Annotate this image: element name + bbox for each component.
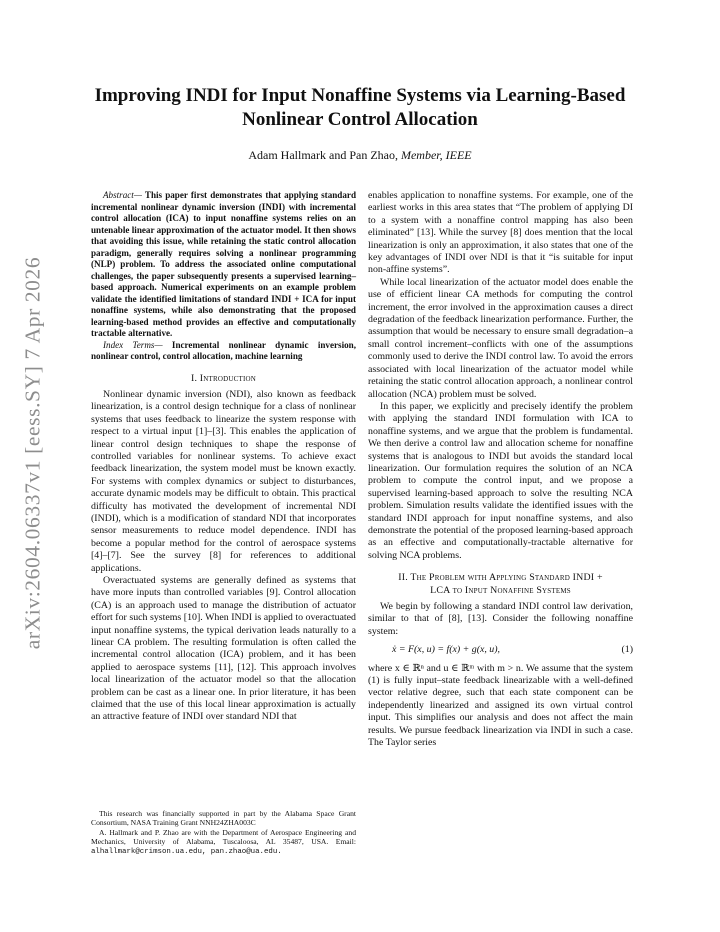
right-paragraph-5: where x ∈ ℝⁿ and u ∈ ℝᵐ with m > n. We assume that the system (1) is fully input–state feedback linearizable with a well-defined vector relative degree, such that each state component can be independently linearized and assigned its own virtual control input. This simplifies our analysis and does not affect the main results. We pursue feedback linearization via INDI in such a case. The Taylor series	[368, 662, 633, 749]
author-line	[60, 148, 660, 163]
footnote-affiliation	[91, 828, 356, 858]
index-terms-text: Incremental nonlinear dynamic inversion, nonlinear control, control allocation, machine learning	[91, 339, 356, 361]
index-terms-label: Index Terms	[103, 339, 155, 350]
right-paragraph-3: In this paper, we explicitly and precisely identify the problem with applying the standard INDI formulation with ICA to nonaffine systems, and we argue that the problem is fundamental. We then derive a control law and allocation scheme for nonaffine systems that is analogous to INDI but avoids the standard local linearization. Our formulation requires the solution of an NCA problem to compute the control input, and we propose a supervised learning-based approach to solve the resulting NCA problem. Simulation results validate the identified issues with the standard INDI approach for input nonaffine systems, and also demonstrate the potential of the proposed learning-based approach as an effective and computationally-tractable alternative for solving NCA problems.	[368, 400, 633, 561]
author-membership: Member, IEEE	[400, 148, 472, 162]
right-paragraph-4: We begin by following a standard INDI control law derivation, similar to that of [8], [13]. Consider the following nonaffine system:	[368, 601, 633, 637]
right-paragraph-1: enables application to nonaffine systems. For example, one of the earliest works in this area states that “The problem of applying DI to a system with a nonaffine control mapping has also been eliminated” [13]. While the survey [8] does mention that the local linearization is only an approximation, it also states that one of the key advantages of INDI over NDI is that it “is suitable for input non-affine systems”.	[368, 190, 633, 276]
arxiv-stamp	[22, 232, 44, 674]
index-terms: Index Terms— Incremental nonlinear dynamic inversion, nonlinear control, control allocation, machine learning	[91, 339, 356, 361]
right-paragraph-2: While local linearization of the actuator model does enable the use of efficient linear CA methods for computing the control increment, the error involved in the approximation causes a direct degradation of the feedback linearization performance. Further, the assumption that would be necessary to ensure small degradation–a small control increment–conflicts with one of the assumptions commonly used to derive the INDI control law. To avoid the errors associated with local linearization of the actuator model while retaining the static control allocation approach, a nonlinear control allocation (NCA) problem must be solved.	[368, 276, 633, 400]
arxiv-stamp-text: arXiv:2604.06337v1 [eess.SY] 7 Apr 2026	[20, 256, 45, 650]
intro-paragraph-1: Nonlinear dynamic inversion (NDI), also known as feedback linearization, is a control design technique for a class of nonlinear systems that uses feedback to linearize the system response with respect to a virtual input [1]–[3]. This enables the application of linear control design techniques to shape the response of controlled variables for nonlinear systems. To achieve exact feedback linearization, the system model must be known exactly. For systems with complex dynamics or subject to disturbances, accurate dynamic models may be difficult to obtain. This practical difficulty has motivated the development of incremental NDI (INDI), which is a modification of standard NDI that incorporates sensor measurements to reduce model dependence. INDI has become a popular method for the control of aerospace systems [4]–[7]. See the survey [8] for references to additional applications.	[91, 388, 356, 574]
paper-title	[60, 84, 660, 132]
section-2-heading	[368, 572, 633, 597]
footnote-emails: alhallmark@crimson.ua.edu, pan.zhao@ua.edu.	[91, 848, 282, 857]
footnote-affiliation-text: A. Hallmark and P. Zhao are with the Department of Aerospace Engineering and Mechanics, University of Alabama, Tuscaloosa, AL 35487, USA. Email:	[91, 827, 356, 846]
equation-1	[368, 644, 633, 656]
equation-1-body: ẋ = F(x, u) = f(x) + g(x, u),	[392, 644, 500, 656]
section-2-heading-line-2: LCA to Input Nonaffine Systems	[430, 584, 571, 596]
intro-paragraph-2: Overactuated systems are generally defined as systems that have more inputs than controlled variables [9]. Control allocation (CA) is an approach used to manage the distribution of actuator effort for such systems [10]. When INDI is applied to overactuated input nonaffine systems, the typical derivation leads naturally to a linear CA problem. The resulting formulation is often called the incremental control allocation (ICA) problem, and it has been applied to aerospace systems [11], [12]. This approach involves local linearization of the actuator model so that the allocation problem can be cast as a linear one. In prior literature, it has been claimed that the use of this local linear approximation is actually an attractive feature of INDI over standard NDI that	[91, 575, 356, 723]
section-2-heading-line-1: II. The Problem with Applying Standard INDI +	[398, 572, 603, 584]
right-column	[368, 190, 633, 749]
left-column	[91, 190, 356, 724]
footnote-funding: This research was financially supported in part by the Alabama Space Grant Consortium, NASA Training Grant NNH24ZHA003C	[91, 809, 356, 828]
section-1-heading: I. Introduction	[190, 372, 257, 384]
abstract: Abstract— This paper first demonstrates that applying standard incremental nonlinear dynamic inversion (INDI) with incremental control allocation (ICA) to input nonaffine systems relies on an untenable linear approximation of the actuator model. It then shows that avoiding this issue, while retaining the static control allocation paradigm, generally requires solving a nonlinear programming (NLP) problem. To address the associated online computational challenges, the paper subsequently presents a supervised learning–based approach. Numerical experiments on an example problem validate the identified limitations of standard INDI + ICA for input nonaffine systems, while also demonstrating that the proposed learning-based method provides an effective and computationally tractable alternative.	[91, 190, 357, 338]
author-names: Adam Hallmark and Pan Zhao,	[248, 148, 398, 162]
equation-1-number: (1)	[621, 644, 633, 656]
title-line-1: Improving INDI for Input Nonaffine Systems via Learning-Based	[94, 85, 626, 106]
title-line-2: Nonlinear Control Allocation	[242, 109, 478, 130]
abstract-label: Abstract	[103, 190, 134, 200]
footnote	[91, 809, 356, 857]
abstract-text: This paper first demonstrates that applying standard incremental nonlinear dynamic inversion (INDI) with incremental control allocation (ICA) to input nonaffine systems relies on an untenable linear approximation of the actuator model. It then shows that avoiding this issue, while retaining the static control allocation paradigm, generally requires solving a nonlinear programming (NLP) problem. To address the associated online computational challenges, the paper subsequently presents a supervised learning–based approach. Numerical experiments on an example problem validate the identified limitations of standard INDI + ICA for input nonaffine systems, while also demonstrating that the proposed learning-based method provides an effective and computationally tractable alternative.	[91, 190, 357, 338]
